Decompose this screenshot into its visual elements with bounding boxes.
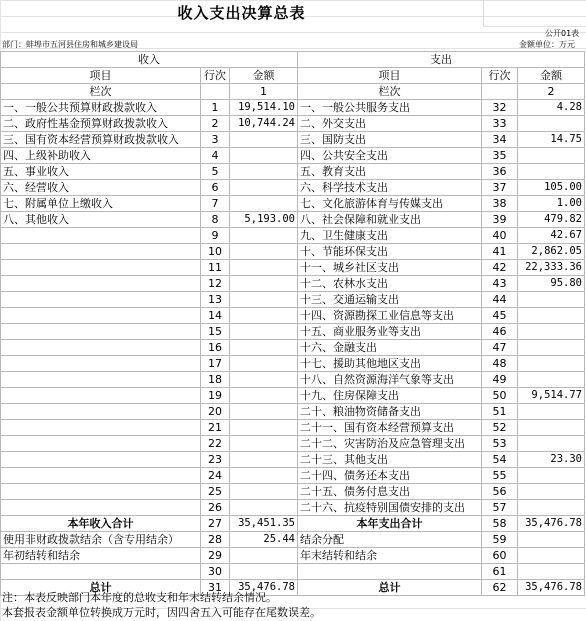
table-row <box>1 452 585 468</box>
expense-item-cell: 二十、粮油物资储备支出 <box>298 404 482 420</box>
income-item-cell: 二、政府性基金预算财政拨款收入 <box>1 116 201 132</box>
expense-amount-cell <box>518 292 585 308</box>
income-amount-cell <box>230 292 298 308</box>
income-item-cell <box>1 404 201 420</box>
income-row-number: 11 <box>201 260 230 276</box>
income-item-cell: 四、上级补助收入 <box>1 148 201 164</box>
income-row-number: 4 <box>201 148 230 164</box>
table-row <box>1 116 585 132</box>
expense-item-cell: 十二、农林水支出 <box>298 276 482 292</box>
expense-item-cell: 三、国防支出 <box>298 132 482 148</box>
expense-item-cell: 七、文化旅游体育与传媒支出 <box>298 196 482 212</box>
budget-table <box>0 51 585 596</box>
expense-amount-cell <box>518 484 585 500</box>
income-item-cell <box>1 292 201 308</box>
income-amount-cell <box>230 404 298 420</box>
expense-row-header: 行次 <box>482 68 518 84</box>
income-item-cell: 八、其他收入 <box>1 212 201 228</box>
income-amount-cell <box>230 228 298 244</box>
income-amount-cell <box>230 276 298 292</box>
table-row <box>1 164 585 180</box>
table-row <box>1 532 585 548</box>
income-row-number: 26 <box>201 500 230 516</box>
income-amount-cell <box>230 148 298 164</box>
expense-item-cell: 二十一、国有资本经营预算支出 <box>298 420 482 436</box>
expense-row-number: 49 <box>482 372 518 388</box>
income-row-number: 23 <box>201 452 230 468</box>
expense-item-cell: 十八、自然资源海洋气象等支出 <box>298 372 482 388</box>
income-item-cell <box>1 340 201 356</box>
income-amount-cell <box>230 372 298 388</box>
expense-amount-cell: 42.67 <box>518 228 585 244</box>
income-item-cell: 六、经营收入 <box>1 180 201 196</box>
expense-item-cell: 结余分配 <box>298 532 482 548</box>
footnotes <box>2 590 321 620</box>
expense-row-number: 35 <box>482 148 518 164</box>
income-row-number: 14 <box>201 308 230 324</box>
footnote-line: 本套报表金额单位转换成万元时，因四舍五入可能存在尾数误差。 <box>2 606 321 619</box>
income-section-header: 收入 <box>1 52 298 68</box>
expense-item-cell: 二、外交支出 <box>298 116 482 132</box>
income-amount-cell: 10,744.24 <box>230 116 298 132</box>
expense-row-number: 37 <box>482 180 518 196</box>
expense-row-number: 62 <box>482 580 518 596</box>
expense-column-number: 2 <box>518 84 585 100</box>
expense-row-number: 61 <box>482 564 518 580</box>
income-amount-cell <box>230 436 298 452</box>
expense-item-cell: 二十六、抗疫特别国债安排的支出 <box>298 500 482 516</box>
income-amount-cell <box>230 180 298 196</box>
income-amount-cell <box>230 420 298 436</box>
expense-amount-cell <box>518 148 585 164</box>
expense-item-cell <box>298 564 482 580</box>
income-item-header: 项目 <box>1 68 201 84</box>
income-item-cell: 一、一般公共预算财政拨款收入 <box>1 100 201 116</box>
expense-amount-cell <box>518 404 585 420</box>
income-amount-cell <box>230 244 298 260</box>
table-row <box>1 228 585 244</box>
expense-item-cell: 十七、援助其他地区支出 <box>298 356 482 372</box>
table-row <box>1 340 585 356</box>
table-row <box>1 132 585 148</box>
expense-amount-cell: 95.80 <box>518 276 585 292</box>
income-row-number: 13 <box>201 292 230 308</box>
expense-amount-cell: 35,476.78 <box>518 580 585 596</box>
expense-row-number: 42 <box>482 260 518 276</box>
income-amount-cell <box>230 500 298 516</box>
expense-item-cell: 九、卫生健康支出 <box>298 228 482 244</box>
income-amount-cell <box>230 484 298 500</box>
expense-item-cell: 二十四、债务还本支出 <box>298 468 482 484</box>
income-row-number: 7 <box>201 196 230 212</box>
expense-amount-cell <box>518 548 585 564</box>
income-amount-cell <box>230 452 298 468</box>
income-item-cell <box>1 564 201 580</box>
expense-item-cell: 八、社会保障和就业支出 <box>298 212 482 228</box>
income-item-cell <box>1 308 201 324</box>
income-item-cell <box>1 356 201 372</box>
table-row <box>1 244 585 260</box>
income-item-cell <box>1 436 201 452</box>
income-item-cell <box>1 324 201 340</box>
expense-row-number: 40 <box>482 228 518 244</box>
expense-row-number: 56 <box>482 484 518 500</box>
expense-item-cell: 十、节能环保支出 <box>298 244 482 260</box>
income-column-label: 栏次 <box>1 84 201 100</box>
expense-item-cell: 十九、住房保障支出 <box>298 388 482 404</box>
expense-row-number: 45 <box>482 308 518 324</box>
income-item-cell <box>1 260 201 276</box>
expense-column-blank <box>482 84 518 100</box>
expense-row-number: 32 <box>482 100 518 116</box>
expense-row-number: 46 <box>482 324 518 340</box>
income-amount-cell: 19,514.10 <box>230 100 298 116</box>
expense-row-number: 43 <box>482 276 518 292</box>
income-amount-cell: 35,451.35 <box>230 516 298 532</box>
table-row <box>1 436 585 452</box>
table-row <box>1 196 585 212</box>
expense-item-cell: 十五、商业服务业等支出 <box>298 324 482 340</box>
expense-item-cell: 一、一般公共服务支出 <box>298 100 482 116</box>
income-row-header: 行次 <box>201 68 230 84</box>
income-row-number: 9 <box>201 228 230 244</box>
expense-item-cell: 十六、金融支出 <box>298 340 482 356</box>
table-row <box>1 404 585 420</box>
income-row-number: 25 <box>201 484 230 500</box>
expense-amount-cell: 35,476.78 <box>518 516 585 532</box>
income-row-number: 15 <box>201 324 230 340</box>
expense-row-number: 41 <box>482 244 518 260</box>
expense-row-number: 36 <box>482 164 518 180</box>
income-amount-cell <box>230 196 298 212</box>
expense-item-cell: 二十二、灾害防治及应急管理支出 <box>298 436 482 452</box>
expense-row-number: 52 <box>482 420 518 436</box>
income-column-number: 1 <box>230 84 298 100</box>
table-row <box>1 500 585 516</box>
table-row <box>1 292 585 308</box>
expense-amount-cell: 14.75 <box>518 132 585 148</box>
income-item-cell <box>1 500 201 516</box>
expense-row-number: 33 <box>482 116 518 132</box>
income-amount-cell <box>230 260 298 276</box>
expense-item-cell: 二十三、其他支出 <box>298 452 482 468</box>
income-row-number: 24 <box>201 468 230 484</box>
income-item-cell: 年初结转和结余 <box>1 548 201 564</box>
income-row-number: 30 <box>201 564 230 580</box>
table-row <box>1 564 585 580</box>
footnote-line: 注：本表反映部门本年度的总收支和年末结转结余情况。 <box>2 591 277 604</box>
expense-row-number: 38 <box>482 196 518 212</box>
expense-item-cell: 五、教育支出 <box>298 164 482 180</box>
expense-item-cell: 六、科学技术支出 <box>298 180 482 196</box>
expense-row-number: 47 <box>482 340 518 356</box>
income-amount-cell <box>230 356 298 372</box>
form-code: 公开01表 <box>545 29 580 38</box>
department-label: 部门：蚌埠市五河县住房和城乡建设局 <box>2 40 138 49</box>
expense-item-header: 项目 <box>298 68 482 84</box>
expense-amount-cell <box>518 532 585 548</box>
income-row-number: 10 <box>201 244 230 260</box>
income-row-number: 20 <box>201 404 230 420</box>
table-row <box>1 260 585 276</box>
income-row-number: 17 <box>201 356 230 372</box>
income-column-blank <box>201 84 230 100</box>
expense-row-number: 58 <box>482 516 518 532</box>
table-row <box>1 276 585 292</box>
income-amount-cell <box>230 468 298 484</box>
table-row <box>1 212 585 228</box>
expense-amount-header: 金额 <box>518 68 585 84</box>
expense-row-number: 60 <box>482 548 518 564</box>
table-row <box>1 420 585 436</box>
income-row-number: 2 <box>201 116 230 132</box>
income-row-number: 29 <box>201 548 230 564</box>
expense-amount-cell <box>518 420 585 436</box>
expense-item-cell: 四、公共安全支出 <box>298 148 482 164</box>
expense-item-cell: 十一、城乡社区支出 <box>298 260 482 276</box>
expense-row-number: 48 <box>482 356 518 372</box>
income-amount-cell <box>230 164 298 180</box>
expense-amount-cell: 105.00 <box>518 180 585 196</box>
table-row <box>1 548 585 564</box>
expense-amount-cell: 1.00 <box>518 196 585 212</box>
income-amount-cell: 25.44 <box>230 532 298 548</box>
expense-amount-cell <box>518 340 585 356</box>
table-row <box>1 516 585 532</box>
expense-amount-cell <box>518 324 585 340</box>
income-amount-cell <box>230 388 298 404</box>
expense-amount-cell <box>518 372 585 388</box>
income-row-number: 3 <box>201 132 230 148</box>
income-item-cell: 七、附属单位上缴收入 <box>1 196 201 212</box>
income-item-cell <box>1 484 201 500</box>
income-amount-cell <box>230 548 298 564</box>
expense-section-header: 支出 <box>298 52 585 68</box>
income-row-number: 22 <box>201 436 230 452</box>
income-item-cell <box>1 228 201 244</box>
income-row-number: 28 <box>201 532 230 548</box>
income-item-cell: 三、国有资本经营预算财政拨款收入 <box>1 132 201 148</box>
expense-amount-cell: 2,862.05 <box>518 244 585 260</box>
expense-row-number: 50 <box>482 388 518 404</box>
expense-amount-cell <box>518 564 585 580</box>
income-amount-cell <box>230 132 298 148</box>
expense-amount-cell <box>518 116 585 132</box>
expense-amount-cell <box>518 308 585 324</box>
expense-amount-cell <box>518 436 585 452</box>
income-row-number: 18 <box>201 372 230 388</box>
income-amount-cell <box>230 324 298 340</box>
unit-label: 金额单位：万元 <box>519 40 575 49</box>
table-row <box>1 484 585 500</box>
income-item-cell <box>1 452 201 468</box>
table-row <box>1 100 585 116</box>
income-amount-cell <box>230 564 298 580</box>
income-row-number: 1 <box>201 100 230 116</box>
title-blank-cell <box>483 0 586 27</box>
income-row-number: 8 <box>201 212 230 228</box>
income-row-number: 21 <box>201 420 230 436</box>
income-item-cell <box>1 420 201 436</box>
table-row <box>1 388 585 404</box>
expense-item-cell: 十三、交通运输支出 <box>298 292 482 308</box>
income-item-cell <box>1 372 201 388</box>
income-item-cell: 本年收入合计 <box>1 516 201 532</box>
table-row <box>1 468 585 484</box>
expense-row-number: 57 <box>482 500 518 516</box>
income-row-number: 12 <box>201 276 230 292</box>
income-item-cell <box>1 388 201 404</box>
expense-amount-cell: 23.30 <box>518 452 585 468</box>
income-item-cell: 五、事业收入 <box>1 164 201 180</box>
expense-amount-cell <box>518 468 585 484</box>
table-row <box>1 356 585 372</box>
expense-row-number: 44 <box>482 292 518 308</box>
expense-row-number: 54 <box>482 452 518 468</box>
expense-item-cell: 总计 <box>298 580 482 596</box>
expense-amount-cell: 22,333.36 <box>518 260 585 276</box>
table-row <box>1 372 585 388</box>
table-row <box>1 180 585 196</box>
expense-row-number: 34 <box>482 132 518 148</box>
income-amount-header: 金额 <box>230 68 298 84</box>
income-item-cell: 使用非财政拨款结余（含专用结余） <box>1 532 201 548</box>
expense-amount-cell: 479.82 <box>518 212 585 228</box>
income-item-cell <box>1 468 201 484</box>
expense-amount-cell: 9,514.77 <box>518 388 585 404</box>
table-row <box>1 148 585 164</box>
table-row <box>1 324 585 340</box>
income-item-cell <box>1 244 201 260</box>
expense-item-cell: 本年支出合计 <box>298 516 482 532</box>
expense-row-number: 53 <box>482 436 518 452</box>
expense-item-cell: 十四、资源勘探工业信息等支出 <box>298 308 482 324</box>
income-amount-cell: 5,193.00 <box>230 212 298 228</box>
income-item-cell: 总计 <box>1 580 201 596</box>
expense-row-number: 51 <box>482 404 518 420</box>
table-row <box>1 308 585 324</box>
income-row-number: 6 <box>201 180 230 196</box>
page-title: 收入支出决算总表 <box>0 0 484 26</box>
income-item-cell <box>1 276 201 292</box>
income-amount-cell <box>230 340 298 356</box>
expense-row-number: 59 <box>482 532 518 548</box>
income-row-number: 31 <box>201 580 230 596</box>
expense-item-cell: 二十五、债务付息支出 <box>298 484 482 500</box>
expense-amount-cell <box>518 356 585 372</box>
expense-row-number: 39 <box>482 212 518 228</box>
expense-row-number: 55 <box>482 468 518 484</box>
income-row-number: 5 <box>201 164 230 180</box>
expense-column-label: 栏次 <box>298 84 482 100</box>
income-row-number: 19 <box>201 388 230 404</box>
income-row-number: 27 <box>201 516 230 532</box>
expense-amount-cell: 4.28 <box>518 100 585 116</box>
income-amount-cell <box>230 308 298 324</box>
expense-item-cell: 年末结转和结余 <box>298 548 482 564</box>
income-amount-cell: 35,476.78 <box>230 580 298 596</box>
expense-amount-cell <box>518 164 585 180</box>
expense-amount-cell <box>518 500 585 516</box>
income-row-number: 16 <box>201 340 230 356</box>
